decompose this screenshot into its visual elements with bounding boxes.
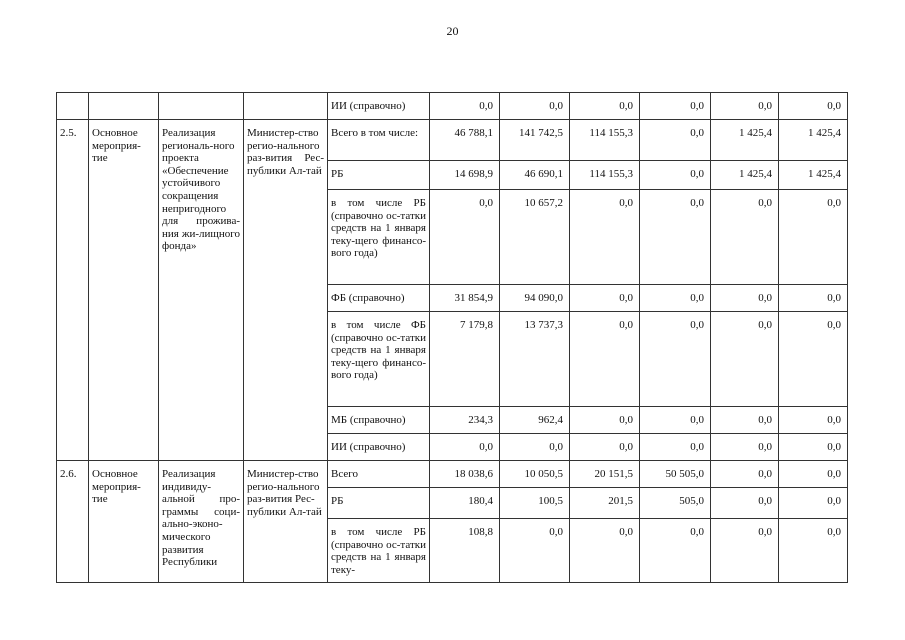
- value-cell: 0,0: [640, 93, 711, 120]
- value-cell: 100,5: [500, 488, 570, 519]
- value-cell: 180,4: [430, 488, 500, 519]
- activity-type-cell: [89, 93, 159, 120]
- value-cell: 20 151,5: [570, 461, 640, 488]
- value-cell: 0,0: [640, 285, 711, 312]
- value-cell: 0,0: [640, 407, 711, 434]
- funding-source-cell: РБ: [328, 161, 430, 190]
- value-cell: 0,0: [711, 407, 779, 434]
- activity-type-cell: Основное мероприя-тие: [89, 461, 159, 583]
- value-cell: 0,0: [779, 434, 848, 461]
- value-cell: 7 179,8: [430, 312, 500, 407]
- value-cell: 0,0: [500, 434, 570, 461]
- value-cell: 0,0: [500, 93, 570, 120]
- value-cell: 46 690,1: [500, 161, 570, 190]
- value-cell: 0,0: [779, 285, 848, 312]
- value-cell: 94 090,0: [500, 285, 570, 312]
- table-row: [57, 93, 848, 120]
- value-cell: 1 425,4: [779, 161, 848, 190]
- activity-type-cell: Основное мероприя-тие: [89, 120, 159, 461]
- funding-source-cell: в том числе РБ (справочно ос-татки средств на 1 января теку-щего финансо-вого года): [328, 190, 430, 285]
- value-cell: 0,0: [570, 312, 640, 407]
- funding-source-cell: в том числе РБ (справочно ос-татки средств на 1 января теку-: [328, 519, 430, 583]
- value-cell: 1 425,4: [711, 120, 779, 161]
- funding-source-cell: Всего в том числе:: [328, 120, 430, 161]
- value-cell: 962,4: [500, 407, 570, 434]
- value-cell: 0,0: [779, 407, 848, 434]
- value-cell: 0,0: [779, 519, 848, 583]
- funding-source-cell: Всего: [328, 461, 430, 488]
- value-cell: 1 425,4: [711, 161, 779, 190]
- value-cell: 114 155,3: [570, 161, 640, 190]
- value-cell: 0,0: [779, 461, 848, 488]
- value-cell: 0,0: [570, 285, 640, 312]
- value-cell: 0,0: [640, 312, 711, 407]
- value-cell: 46 788,1: [430, 120, 500, 161]
- value-cell: 0,0: [779, 93, 848, 120]
- value-cell: 0,0: [430, 434, 500, 461]
- value-cell: 0,0: [570, 93, 640, 120]
- value-cell: 0,0: [640, 519, 711, 583]
- value-cell: 0,0: [711, 519, 779, 583]
- funding-source-cell: ФБ (справочно): [328, 285, 430, 312]
- value-cell: 10 657,2: [500, 190, 570, 285]
- value-cell: 141 742,5: [500, 120, 570, 161]
- value-cell: 114 155,3: [570, 120, 640, 161]
- value-cell: 10 050,5: [500, 461, 570, 488]
- value-cell: 0,0: [711, 461, 779, 488]
- row-number-cell: [57, 93, 89, 120]
- value-cell: 13 737,3: [500, 312, 570, 407]
- activity-name-cell: [159, 93, 244, 120]
- executor-cell: [244, 93, 328, 120]
- value-cell: 31 854,9: [430, 285, 500, 312]
- table-row: [57, 120, 848, 161]
- value-cell: 0,0: [711, 488, 779, 519]
- activity-name-cell: Реализация региональ-ного проекта «Обеспечение устойчивого сокращения непригодного для прожива-ния жи-лищного фонда»: [159, 120, 244, 461]
- value-cell: 0,0: [779, 312, 848, 407]
- value-cell: 0,0: [640, 161, 711, 190]
- table-row: [57, 461, 848, 488]
- value-cell: 0,0: [570, 519, 640, 583]
- value-cell: 0,0: [711, 285, 779, 312]
- row-number-cell: 2.6.: [57, 461, 89, 583]
- executor-cell: Министер-ство регио-нального раз-вития Рес-публики Ал-тай: [244, 120, 328, 461]
- value-cell: 0,0: [500, 519, 570, 583]
- value-cell: 0,0: [711, 93, 779, 120]
- funding-source-cell: МБ (справочно): [328, 407, 430, 434]
- value-cell: 50 505,0: [640, 461, 711, 488]
- value-cell: 0,0: [711, 190, 779, 285]
- value-cell: 14 698,9: [430, 161, 500, 190]
- value-cell: 0,0: [570, 407, 640, 434]
- value-cell: 0,0: [711, 312, 779, 407]
- value-cell: 0,0: [430, 190, 500, 285]
- value-cell: 0,0: [640, 120, 711, 161]
- value-cell: 234,3: [430, 407, 500, 434]
- executor-cell: Министер-ство регио-нального раз-вития Рес-публики Ал-тай: [244, 461, 328, 583]
- value-cell: 0,0: [430, 93, 500, 120]
- value-cell: 505,0: [640, 488, 711, 519]
- value-cell: 0,0: [570, 434, 640, 461]
- value-cell: 0,0: [640, 434, 711, 461]
- funding-source-cell: РБ: [328, 488, 430, 519]
- page-number: 20: [446, 24, 459, 38]
- value-cell: 0,0: [779, 190, 848, 285]
- value-cell: 0,0: [711, 434, 779, 461]
- funding-source-cell: ИИ (справочно): [328, 434, 430, 461]
- funding-source-cell: в том числе ФБ (справочно ос-татки средств на 1 января теку-щего финансо-вого года): [328, 312, 430, 407]
- value-cell: 108,8: [430, 519, 500, 583]
- value-cell: 201,5: [570, 488, 640, 519]
- value-cell: 18 038,6: [430, 461, 500, 488]
- budget-table: [56, 92, 848, 583]
- value-cell: 1 425,4: [779, 120, 848, 161]
- value-cell: 0,0: [640, 190, 711, 285]
- value-cell: 0,0: [779, 488, 848, 519]
- funding-source-cell: ИИ (справочно): [328, 93, 430, 120]
- activity-name-cell: Реализация индивиду-альной про-граммы соци-ально-эконо-мического развития Республики: [159, 461, 244, 583]
- row-number-cell: 2.5.: [57, 120, 89, 461]
- value-cell: 0,0: [570, 190, 640, 285]
